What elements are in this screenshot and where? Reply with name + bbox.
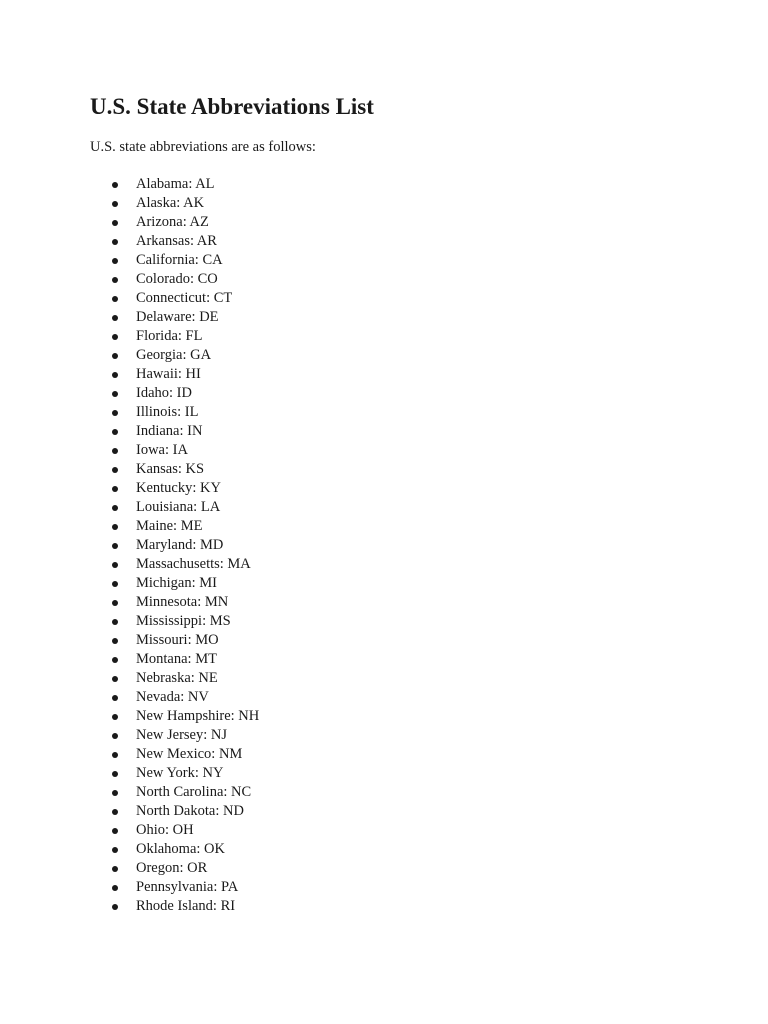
- bullet-icon: [112, 315, 118, 321]
- bullet-icon: [112, 562, 118, 568]
- bullet-icon: [112, 771, 118, 777]
- list-item-text: Iowa: IA: [136, 442, 188, 458]
- bullet-icon: [112, 296, 118, 302]
- bullet-icon: [112, 714, 118, 720]
- list-item: [108, 840, 259, 859]
- bullet-icon: [112, 619, 118, 625]
- list-item: [108, 688, 259, 707]
- list-item: [108, 365, 259, 384]
- list-item-text: Idaho: ID: [136, 385, 192, 401]
- bullet-icon: [112, 372, 118, 378]
- bullet-icon: [112, 505, 118, 511]
- list-item-text: North Carolina: NC: [136, 784, 252, 800]
- bullet-icon: [112, 676, 118, 682]
- list-item-text: Nebraska: NE: [136, 670, 218, 686]
- list-item: [108, 574, 259, 593]
- list-item: [108, 821, 259, 840]
- bullet-icon: [112, 733, 118, 739]
- bullet-icon: [112, 866, 118, 872]
- state-abbreviation-list: [108, 175, 259, 916]
- list-item: [108, 441, 259, 460]
- list-item: [108, 783, 259, 802]
- list-item: [108, 194, 259, 213]
- bullet-icon: [112, 885, 118, 891]
- list-item-text: Rhode Island: RI: [136, 898, 236, 914]
- list-item: [108, 479, 259, 498]
- bullet-icon: [112, 524, 118, 530]
- list-item: [108, 308, 259, 327]
- bullet-icon: [112, 543, 118, 549]
- intro-paragraph: U.S. state abbreviations are as follows:: [90, 139, 316, 155]
- list-item: [108, 536, 259, 555]
- bullet-icon: [112, 201, 118, 207]
- list-item: [108, 384, 259, 403]
- bullet-icon: [112, 239, 118, 245]
- list-item-text: Minnesota: MN: [136, 594, 229, 610]
- bullet-icon: [112, 258, 118, 264]
- bullet-icon: [112, 486, 118, 492]
- bullet-icon: [112, 600, 118, 606]
- list-item: [108, 593, 259, 612]
- list-item: [108, 764, 259, 783]
- list-item-text: New Mexico: NM: [136, 746, 243, 762]
- bullet-icon: [112, 828, 118, 834]
- bullet-icon: [112, 904, 118, 910]
- list-item-text: Georgia: GA: [136, 347, 212, 363]
- bullet-icon: [112, 638, 118, 644]
- list-item: [108, 669, 259, 688]
- list-item-text: Ohio: OH: [136, 822, 194, 838]
- list-item: [108, 498, 259, 517]
- list-item-text: Arkansas: AR: [136, 233, 217, 249]
- list-item: [108, 859, 259, 878]
- list-item-text: Kentucky: KY: [136, 480, 221, 496]
- list-item: [108, 802, 259, 821]
- bullet-icon: [112, 695, 118, 701]
- list-item-text: Indiana: IN: [136, 423, 203, 439]
- list-item: [108, 213, 259, 232]
- list-item-text: Missouri: MO: [136, 632, 219, 648]
- list-item: [108, 270, 259, 289]
- list-item: [108, 878, 259, 897]
- list-item-text: Colorado: CO: [136, 271, 218, 287]
- list-item: [108, 251, 259, 270]
- list-item-text: Pennsylvania: PA: [136, 879, 239, 895]
- list-item-text: Kansas: KS: [136, 461, 205, 477]
- list-item-text: Michigan: MI: [136, 575, 217, 591]
- list-item-text: New Hampshire: NH: [136, 708, 260, 724]
- list-item-text: Oregon: OR: [136, 860, 208, 876]
- bullet-icon: [112, 410, 118, 416]
- list-item-text: Oklahoma: OK: [136, 841, 225, 857]
- bullet-icon: [112, 220, 118, 226]
- bullet-icon: [112, 429, 118, 435]
- bullet-icon: [112, 334, 118, 340]
- list-item: [108, 422, 259, 441]
- list-item: [108, 403, 259, 422]
- bullet-icon: [112, 809, 118, 815]
- page-title: U.S. State Abbreviations List: [90, 94, 374, 119]
- list-item: [108, 517, 259, 536]
- bullet-icon: [112, 353, 118, 359]
- bullet-icon: [112, 847, 118, 853]
- list-item: [108, 612, 259, 631]
- bullet-icon: [112, 448, 118, 454]
- list-item: [108, 707, 259, 726]
- list-item-text: Arizona: AZ: [136, 214, 209, 230]
- bullet-icon: [112, 657, 118, 663]
- list-item-text: North Dakota: ND: [136, 803, 244, 819]
- list-item-text: Connecticut: CT: [136, 290, 233, 306]
- list-item-text: Hawaii: HI: [136, 366, 201, 382]
- list-item: [108, 650, 259, 669]
- bullet-icon: [112, 277, 118, 283]
- list-item: [108, 897, 259, 916]
- bullet-icon: [112, 467, 118, 473]
- list-item: [108, 175, 259, 194]
- list-item: [108, 726, 259, 745]
- list-item: [108, 745, 259, 764]
- list-item-text: Alaska: AK: [136, 195, 205, 211]
- list-item-text: Nevada: NV: [136, 689, 209, 705]
- bullet-icon: [112, 790, 118, 796]
- list-item: [108, 631, 259, 650]
- list-item-text: Illinois: IL: [136, 404, 199, 420]
- bullet-icon: [112, 391, 118, 397]
- bullet-icon: [112, 182, 118, 188]
- list-item: [108, 460, 259, 479]
- list-item-text: Maryland: MD: [136, 537, 224, 553]
- list-item-text: Alabama: AL: [136, 176, 215, 192]
- list-item-text: Delaware: DE: [136, 309, 219, 325]
- list-item: [108, 327, 259, 346]
- list-item: [108, 232, 259, 251]
- list-item-text: Mississippi: MS: [136, 613, 231, 629]
- list-item-text: Montana: MT: [136, 651, 217, 667]
- list-item-text: Florida: FL: [136, 328, 203, 344]
- list-item-text: Louisiana: LA: [136, 499, 221, 515]
- bullet-icon: [112, 752, 118, 758]
- list-item: [108, 346, 259, 365]
- list-item-text: California: CA: [136, 252, 223, 268]
- list-item: [108, 289, 259, 308]
- list-item-text: Massachusetts: MA: [136, 556, 251, 572]
- list-item-text: Maine: ME: [136, 518, 203, 534]
- list-item-text: New York: NY: [136, 765, 224, 781]
- bullet-icon: [112, 581, 118, 587]
- list-item-text: New Jersey: NJ: [136, 727, 228, 743]
- list-item: [108, 555, 259, 574]
